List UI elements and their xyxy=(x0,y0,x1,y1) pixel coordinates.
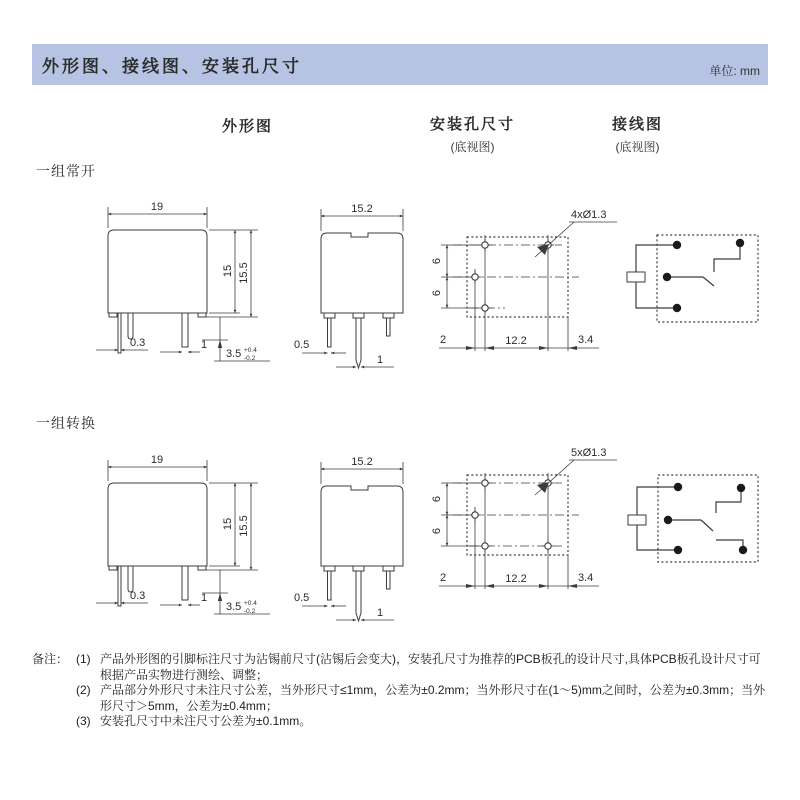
dim-width: 19 xyxy=(150,201,164,213)
outline-side-view-row2 xyxy=(288,448,428,638)
dim-pin-thin: 0.3 xyxy=(130,590,146,602)
wiring-column-subtitle: (底视图) xyxy=(615,140,660,154)
note-item xyxy=(76,714,768,730)
terminal-dot xyxy=(663,273,671,281)
dim-offset: 2 xyxy=(440,334,447,346)
hole-count-label: 5xØ1.3 xyxy=(571,447,607,459)
terminal-dot xyxy=(664,516,672,524)
mounting-hole-drawing-row2 xyxy=(425,433,625,598)
note-item xyxy=(76,683,768,714)
row-label-form-c: 一组转换 xyxy=(36,415,96,431)
wiring-diagram-row2 xyxy=(616,457,771,577)
wiring-diagram-row1 xyxy=(615,215,770,335)
dim-pitch-h: 12.2 xyxy=(505,573,527,585)
outline-side-view-row1 xyxy=(288,195,428,385)
mounting-hole-drawing-row1 xyxy=(425,195,625,360)
dim-pin-wide: 1 xyxy=(201,339,208,351)
section-header-bar xyxy=(32,44,768,85)
unit-label: 单位: mm xyxy=(709,64,760,78)
terminal-dot xyxy=(737,484,745,492)
dim-pitch-v2: 6 xyxy=(431,527,443,535)
dim-pin-length: 3.5 xyxy=(226,601,242,613)
notes-section xyxy=(32,652,768,730)
mounting-column-title: 安装孔尺寸 xyxy=(429,116,515,133)
dim-height-inner: 15 xyxy=(222,517,234,531)
dim-height-inner: 15 xyxy=(222,264,234,278)
dim-pin-wide: 1 xyxy=(201,592,208,604)
dim-width: 15.2 xyxy=(351,456,373,468)
dim-offset: 2 xyxy=(440,572,447,584)
mounting-column-subtitle: (底视图) xyxy=(450,140,495,154)
dim-tol-plus: +0.4 xyxy=(244,347,257,354)
dim-width: 15.2 xyxy=(351,203,373,215)
dim-height-outer: 15.5 xyxy=(238,262,250,284)
dim-pin-thin: 0.3 xyxy=(130,337,146,349)
dim-pitch-v1: 6 xyxy=(431,257,443,265)
note-text: 产品外形图的引脚标注尺寸为沾锡前尺寸(沾锡后会变大)，安装孔尺寸为推荐的PCB板孔的设计尺寸,具体PCB板孔设计尺寸可根据产品实物进行测绘、调整； xyxy=(100,652,761,682)
row-label-form-a: 一组常开 xyxy=(36,163,96,179)
section-title: 外形图、接线图、安装孔尺寸 xyxy=(42,57,302,76)
note-number: (3) xyxy=(76,714,91,728)
notes-list xyxy=(76,652,768,730)
dim-pin-wide: 1 xyxy=(377,607,384,619)
note-item xyxy=(76,652,768,683)
dim-edge: 3.4 xyxy=(578,572,594,584)
dim-tol-plus: +0.4 xyxy=(244,600,257,607)
wiring-column-title: 接线图 xyxy=(611,116,663,133)
dim-pitch-h: 12.2 xyxy=(505,335,527,347)
dim-pin-wide: 1 xyxy=(377,354,384,366)
terminal-dot xyxy=(674,546,682,554)
outline-column-title: 外形图 xyxy=(221,118,273,135)
terminal-dot xyxy=(673,304,681,312)
dim-pin-length: 3.5 xyxy=(226,348,242,360)
terminal-dot xyxy=(673,241,681,249)
outline-front-view-row2 xyxy=(88,448,288,638)
dim-pin-thin: 0.5 xyxy=(294,339,310,351)
terminal-dot xyxy=(736,239,744,247)
terminal-dot xyxy=(674,483,682,491)
note-number: (1) xyxy=(76,652,91,666)
dim-tol-minus: -0.2 xyxy=(244,355,256,362)
hole-count-label: 4xØ1.3 xyxy=(571,209,607,221)
dim-height-outer: 15.5 xyxy=(238,515,250,537)
note-text: 产品部分外形尺寸未注尺寸公差，当外形尺寸≤1mm，公差为±0.2mm；当外形尺寸在(1～5)mm之间时，公差为±0.3mm；当外形尺寸＞5mm，公差为±0.4mm； xyxy=(100,683,766,713)
column-header-mounting xyxy=(400,113,545,155)
note-number: (2) xyxy=(76,683,91,697)
notes-label: 备注： xyxy=(32,652,69,666)
dim-width: 19 xyxy=(150,454,164,466)
note-text: 安装孔尺寸中未注尺寸公差为±0.1mm。 xyxy=(100,714,312,728)
dim-pitch-v1: 6 xyxy=(431,495,443,503)
dim-pitch-v2: 6 xyxy=(431,289,443,297)
dim-pin-thin: 0.5 xyxy=(294,592,310,604)
dim-tol-minus: -0.2 xyxy=(244,608,256,615)
column-header-outline xyxy=(175,115,320,136)
terminal-dot xyxy=(739,546,747,554)
dim-edge: 3.4 xyxy=(578,334,594,346)
outline-front-view-row1 xyxy=(88,195,288,385)
column-header-wiring xyxy=(565,113,710,155)
